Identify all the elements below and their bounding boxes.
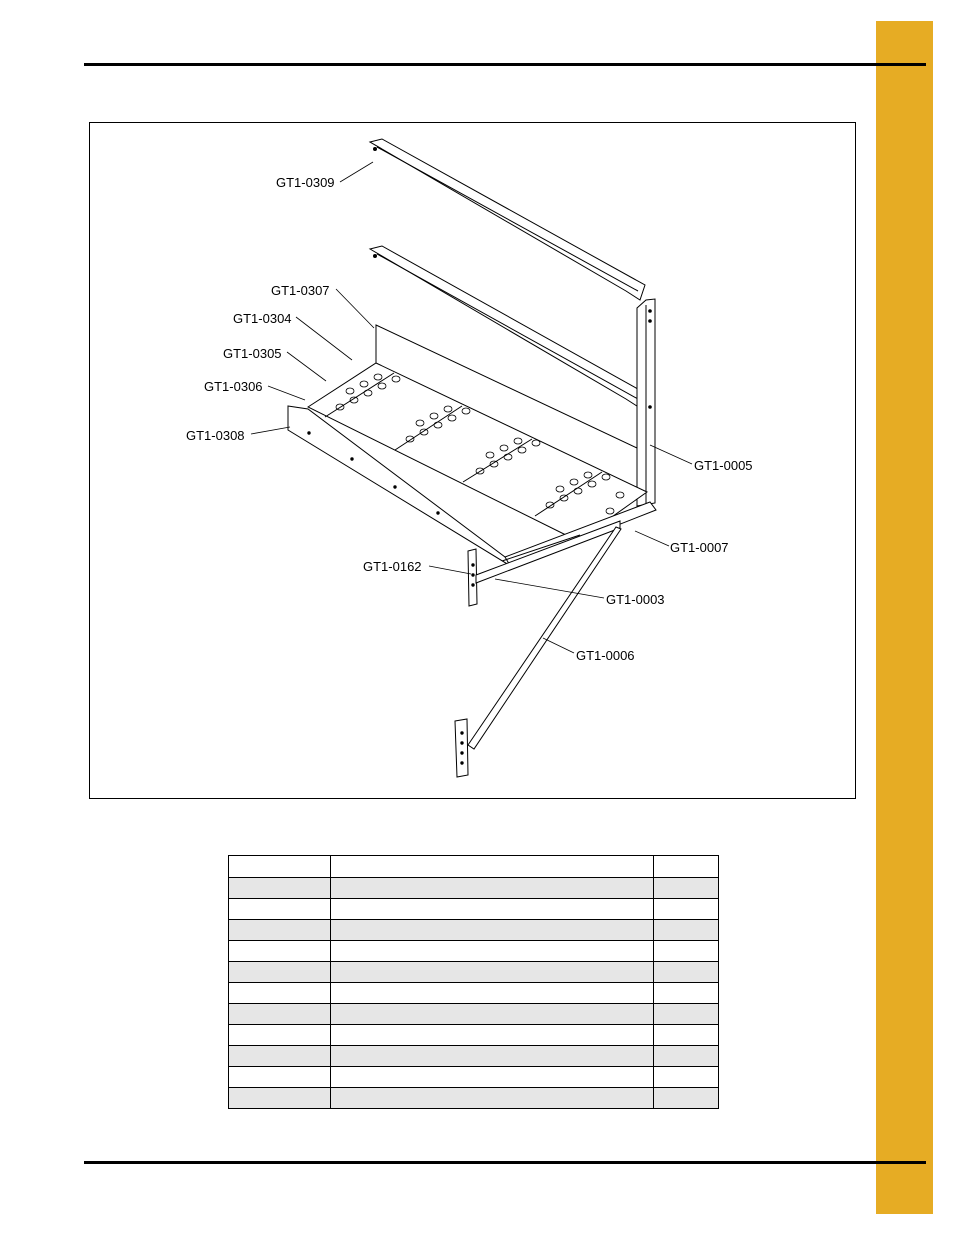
table-row bbox=[229, 1046, 719, 1067]
table-header-cell bbox=[654, 856, 719, 878]
lower-wall-bracket-part bbox=[455, 719, 468, 777]
top-rail-part bbox=[370, 139, 645, 300]
parts-list-table bbox=[228, 855, 719, 1109]
callout-gt1-0305: GT1-0305 bbox=[223, 346, 282, 361]
table-header-row bbox=[229, 856, 719, 878]
callout-gt1-0304: GT1-0304 bbox=[233, 311, 292, 326]
table-row bbox=[229, 1025, 719, 1046]
table-row bbox=[229, 1088, 719, 1109]
table-header-cell bbox=[330, 856, 653, 878]
diagonal-brace-part bbox=[468, 527, 621, 749]
footer-rule bbox=[84, 1161, 926, 1164]
table-row bbox=[229, 941, 719, 962]
table-row bbox=[229, 983, 719, 1004]
chapter-side-tab bbox=[876, 21, 933, 1214]
callout-gt1-0162: GT1-0162 bbox=[363, 559, 422, 574]
table-row bbox=[229, 1067, 719, 1088]
upright-post-part bbox=[637, 299, 655, 506]
callout-gt1-0306: GT1-0306 bbox=[204, 379, 263, 394]
callout-gt1-0006: GT1-0006 bbox=[576, 648, 635, 663]
callout-gt1-0307: GT1-0307 bbox=[271, 283, 330, 298]
callout-gt1-0007: GT1-0007 bbox=[670, 540, 729, 555]
table-row bbox=[229, 878, 719, 899]
callout-gt1-0309: GT1-0309 bbox=[276, 175, 335, 190]
exploded-parts-figure bbox=[89, 122, 856, 799]
table-row bbox=[229, 920, 719, 941]
header-rule bbox=[84, 63, 926, 66]
table-row bbox=[229, 1004, 719, 1025]
callout-gt1-0005: GT1-0005 bbox=[694, 458, 753, 473]
walkway-assembly-drawing bbox=[90, 123, 857, 800]
table-header-cell bbox=[229, 856, 331, 878]
table-row bbox=[229, 899, 719, 920]
callout-gt1-0308: GT1-0308 bbox=[186, 428, 245, 443]
callout-gt1-0003: GT1-0003 bbox=[606, 592, 665, 607]
table-row bbox=[229, 962, 719, 983]
